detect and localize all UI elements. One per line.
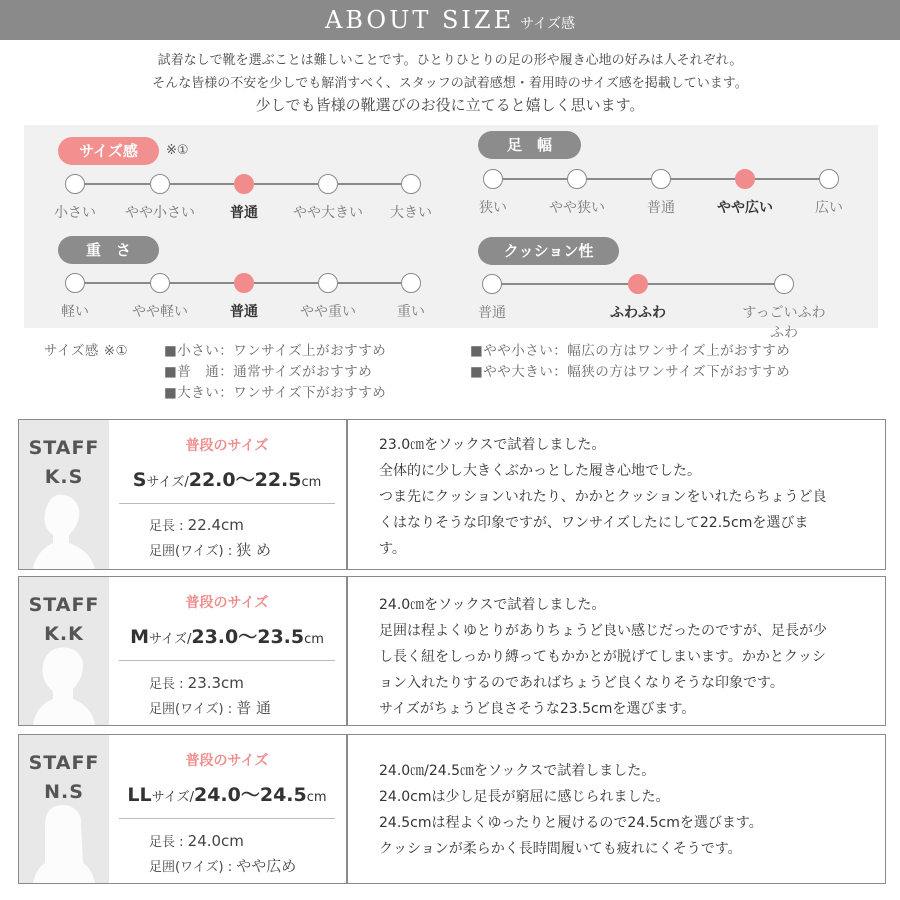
staff-portrait-panel	[19, 577, 109, 725]
comment-line: ョン入れたりするのであればちょうど良くなりそうな印象です。	[379, 675, 784, 691]
size-scale-note-mark: ※①	[166, 143, 189, 158]
scale-label: すっごいふわふわ	[742, 305, 826, 341]
scale-point-selected	[234, 174, 254, 194]
size-range: 23.0〜23.5	[191, 626, 305, 648]
foot-length-label: 足長 :	[149, 519, 188, 534]
staff-comment	[379, 592, 827, 722]
scale-point	[318, 174, 338, 194]
size-range: 22.0〜22.5	[188, 469, 302, 491]
scale-point	[774, 274, 794, 294]
staff-label	[19, 434, 109, 492]
scale-label: 広い	[815, 200, 843, 216]
foot-length	[149, 673, 244, 692]
scale-label: 小さい	[54, 205, 96, 221]
scale-point	[401, 273, 421, 293]
intro-line-3: 少しでも皆様の靴選びのお役に立てると嬉しく思います。	[255, 96, 645, 114]
mid-divider	[119, 503, 335, 504]
scale-label: やや大きい	[293, 205, 363, 221]
foot-length-value: 22.4cm	[187, 516, 244, 534]
scale-label: ふわふわ	[610, 305, 666, 321]
scale-point	[150, 174, 170, 194]
staff-label	[19, 591, 109, 649]
usual-size-value	[109, 622, 345, 649]
staff-silhouette-icon	[33, 491, 95, 569]
scale-label: やや小さい	[125, 205, 195, 221]
scale-label: 重い	[397, 304, 425, 320]
usual-size-label: 普段のサイズ	[185, 753, 269, 769]
scale-point	[401, 174, 421, 194]
size-unit: サイズ/	[151, 790, 194, 805]
staff-initials: K.K	[44, 623, 84, 645]
size-cm: cm	[301, 475, 322, 490]
scale-label: やや狭い	[549, 200, 605, 216]
scale-point	[483, 169, 503, 189]
scale-point	[150, 273, 170, 293]
scale-label: 普通	[478, 305, 506, 321]
scale-label: 狭い	[479, 200, 507, 216]
usual-size-block	[109, 420, 345, 569]
comment-line: 24.0㎝/24.5㎝をソックスで試着しました。	[379, 763, 656, 779]
foot-width-label: 足囲(ワイズ) :	[149, 860, 237, 875]
comment-line: し長く紐をしっかり縛ってもかかとが脱げてしまいます。かかとクッシ	[379, 649, 826, 665]
comment-line: 23.0㎝をソックスで試着しました。	[379, 437, 606, 453]
foot-length-label: 足長 :	[149, 835, 188, 850]
foot-width-value: 普 通	[236, 699, 272, 717]
scale-label: やや広い	[717, 200, 773, 216]
note-right-2: ■やや大きい：幅狭の方はワンサイズ下がおすすめ	[470, 364, 791, 380]
comment-line: サイズがちょうど良さそうな23.5cmを選びます。	[379, 701, 696, 717]
comment-line: 24.5cmは程よくゆったりと履けるので24.5cmを選びます。	[379, 815, 763, 831]
weight-scale-title: 重 さ	[58, 236, 159, 264]
usual-size-value	[109, 780, 345, 807]
scale-label: やや重い	[300, 304, 356, 320]
mid-divider	[119, 818, 335, 819]
usual-size-block	[109, 577, 345, 725]
foot-length-value: 24.0cm	[187, 832, 244, 850]
staff-initials: N.S	[44, 781, 84, 803]
foot-width	[149, 697, 271, 718]
scale-label: 普通	[230, 205, 258, 221]
intro-line-1: 試着なしで靴を選ぶことは難しいことです。ひとりひとりの足の形や履き心地の好みは人それぞれ。	[157, 53, 743, 68]
scale-point-selected	[628, 274, 648, 294]
staff-comment	[379, 758, 763, 862]
staff-portrait-panel	[19, 420, 109, 569]
title-en: ABOUT SIZE	[325, 6, 515, 34]
size-code: S	[132, 469, 147, 491]
note-left-2: ■普 通：通常サイズがおすすめ	[164, 364, 373, 380]
staff-label-word: STAFF	[28, 437, 100, 459]
cushion-scale-title: クッション性	[478, 237, 619, 265]
scale-point	[819, 169, 839, 189]
staff-card-kk	[18, 576, 886, 726]
staff-label-word: STAFF	[28, 752, 100, 774]
staff-silhouette-icon	[33, 803, 95, 883]
comment-line: つま先にクッションいれたり、かかとクッションをいれたらちょうど良	[379, 489, 827, 505]
scale-label: 普通	[647, 200, 675, 216]
comment-line: クッションが柔らかく長時間履いても疲れにくそうです。	[379, 841, 742, 857]
scale-point	[65, 273, 85, 293]
foot-width	[149, 539, 271, 560]
foot-width-label: 足囲(ワイズ) :	[149, 544, 237, 559]
staff-portrait-panel	[19, 735, 109, 883]
usual-size-block	[109, 735, 345, 883]
size-code: M	[130, 626, 149, 648]
size-scale-title: サイズ感	[58, 137, 159, 165]
scale-point	[65, 174, 85, 194]
card-divider	[346, 577, 348, 725]
mid-divider	[119, 660, 335, 661]
size-unit: サイズ/	[149, 632, 192, 647]
intro-line-2: そんな皆様の不安を少しでも解消すべく、スタッフの試着感想・着用時のサイズ感を掲載しています。	[152, 76, 748, 91]
page-title	[0, 0, 900, 40]
foot-width	[149, 855, 296, 876]
foot-length-value: 23.3cm	[187, 674, 244, 692]
note-right-1: ■やや小さい：幅広の方はワンサイズ上がおすすめ	[470, 343, 791, 359]
scale-label: やや軽い	[132, 304, 188, 320]
staff-initials: K.S	[44, 466, 84, 488]
staff-label-word: STAFF	[28, 594, 100, 616]
title-jp: サイズ感	[520, 16, 575, 32]
size-code: LL	[127, 784, 152, 806]
size-cm: cm	[306, 790, 327, 805]
usual-size-value	[109, 465, 345, 492]
comment-line: す。	[379, 541, 406, 557]
foot-width-value: 狭 め	[236, 541, 272, 559]
staff-label	[19, 749, 109, 807]
comment-line: 足囲は程よくゆとりがありちょうど良い感じだったのですが、足長が少	[379, 623, 827, 639]
foot-length	[149, 831, 244, 850]
staff-card-ns	[18, 734, 886, 884]
comment-line: 全体的に少し大きくぶかっとした履き心地でした。	[379, 463, 701, 479]
notes-prefix: サイズ感 ※①	[44, 343, 129, 359]
staff-card-ks	[18, 419, 886, 570]
note-left-1: ■小さい：ワンサイズ上がおすすめ	[164, 343, 387, 359]
scale-point-selected	[234, 273, 254, 293]
scale-point	[651, 169, 671, 189]
comment-line: くはなりそうな印象ですが、ワンサイズしたにして22.5cmを選びま	[379, 515, 809, 531]
comment-line: 24.0㎝をソックスで試着しました。	[379, 597, 606, 613]
scale-label: 普通	[230, 304, 258, 320]
scale-point	[567, 169, 587, 189]
size-range: 24.0〜24.5	[193, 784, 307, 806]
scale-point	[482, 274, 502, 294]
scale-label: 大きい	[390, 205, 432, 221]
foot-width-value: やや広め	[236, 857, 297, 875]
usual-size-label: 普段のサイズ	[185, 438, 269, 454]
width-scale-title: 足 幅	[478, 131, 581, 159]
foot-length	[149, 515, 244, 534]
staff-silhouette-icon	[33, 645, 95, 725]
usual-size-label: 普段のサイズ	[185, 595, 269, 611]
foot-width-label: 足囲(ワイズ) :	[149, 702, 237, 717]
comment-line: 24.0cmは少し足長が窮屈に感じられました。	[379, 789, 670, 805]
card-divider	[346, 735, 348, 883]
size-cm: cm	[304, 632, 324, 647]
card-divider	[346, 420, 348, 569]
scale-point-selected	[735, 169, 755, 189]
staff-comment	[379, 432, 826, 562]
note-left-3: ■大きい：ワンサイズ下がおすすめ	[164, 385, 387, 401]
scale-label: 軽い	[61, 304, 89, 320]
scale-point	[318, 273, 338, 293]
size-unit: サイズ/	[146, 475, 189, 490]
foot-length-label: 足長 :	[149, 677, 188, 692]
